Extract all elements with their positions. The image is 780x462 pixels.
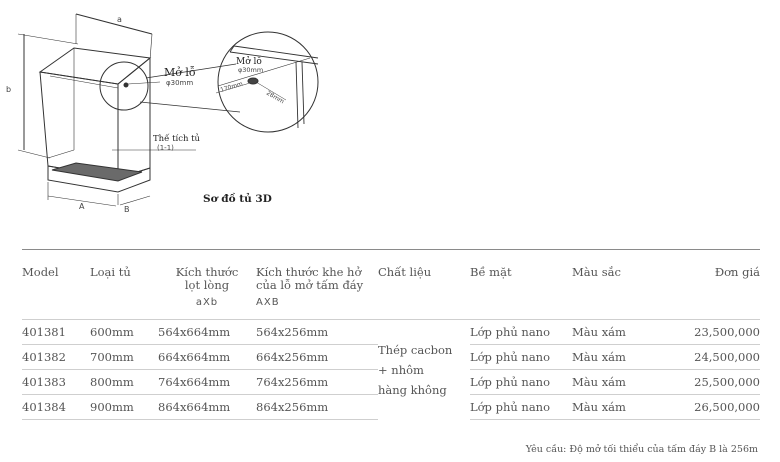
cell-color: Màu xám <box>572 320 658 345</box>
hole-label: Mở lỗ <box>164 66 196 79</box>
cell-type: 800mm <box>90 370 158 395</box>
cell-price: 26,500,000 <box>658 395 760 420</box>
cell-slot: 864x256mm <box>256 395 378 420</box>
dim-b-label: b <box>6 85 12 94</box>
diagram-caption: Sơ đồ tủ 3D <box>203 193 272 205</box>
cell-slot: 764x256mm <box>256 370 378 395</box>
table-row <box>22 320 760 345</box>
zoom-dim-2: 28mm <box>265 89 286 106</box>
header-price: Đơn giá <box>714 265 760 279</box>
cell-price: 23,500,000 <box>658 320 760 345</box>
header-type: Loại tủ <box>90 265 131 279</box>
table-header-row <box>22 250 760 320</box>
cell-size: 864x664mm <box>158 395 256 420</box>
zoom-dim-1: 170mm <box>219 80 244 94</box>
cell-type: 600mm <box>90 320 158 345</box>
cell-price: 25,500,000 <box>658 370 760 395</box>
spec-table <box>22 249 760 420</box>
dim-a-label: a <box>117 15 122 24</box>
header-slot-size-sub: AXB <box>256 297 280 309</box>
cell-surface: Lớp phủ nano <box>470 345 572 370</box>
cabinet-top <box>40 48 150 84</box>
cabinet-front <box>40 72 118 178</box>
dim-A-label: A <box>79 202 85 211</box>
header-color: Màu sắc <box>572 265 621 279</box>
dim-B-label: B <box>124 205 130 214</box>
header-material: Chất liệu <box>378 265 432 279</box>
cell-type: 900mm <box>90 395 158 420</box>
dim-a-line <box>76 14 152 34</box>
volume-label: Thế tích tủ <box>153 134 201 144</box>
cell-color: Màu xám <box>572 345 658 370</box>
hole-diameter: φ30mm <box>166 79 194 87</box>
cell-color: Màu xám <box>572 395 658 420</box>
cell-model: 401382 <box>22 345 90 370</box>
zoom-hole-diameter: φ30mm <box>238 66 264 74</box>
zoom-hole-label: Mở lỗ <box>236 57 262 67</box>
cell-price: 24,500,000 <box>658 345 760 370</box>
cell-model: 401383 <box>22 370 90 395</box>
cell-size: 664x664mm <box>158 345 256 370</box>
cell-type: 700mm <box>90 345 158 370</box>
header-slot-size: Kích thước khe hở của lỗ mở tấm đáy AXB <box>256 250 378 320</box>
footnote: Yêu cầu: Độ mở tối thiểu của tấm đáy B là 256m <box>525 444 758 455</box>
cell-surface: Lớp phủ nano <box>470 370 572 395</box>
cell-surface: Lớp phủ nano <box>470 320 572 345</box>
cell-slot: 664x256mm <box>256 345 378 370</box>
cabinet-side <box>118 58 150 178</box>
header-model: Model <box>22 265 59 279</box>
cell-slot: 564x256mm <box>256 320 378 345</box>
cell-surface: Lớp phủ nano <box>470 395 572 420</box>
cabinet-3d-diagram <box>0 0 330 230</box>
cell-size: 764x664mm <box>158 370 256 395</box>
header-inner-size: Kích thước lọt lòng aXb <box>158 250 256 320</box>
volume-sub: (1-1) <box>157 144 174 152</box>
header-inner-size-sub: aXb <box>195 297 219 309</box>
cell-model: 401384 <box>22 395 90 420</box>
cell-material: Thép cacbon + nhôm hàng không <box>378 320 470 420</box>
cell-model: 401381 <box>22 320 90 345</box>
cell-size: 564x664mm <box>158 320 256 345</box>
cell-color: Màu xám <box>572 370 658 395</box>
header-surface: Bề mặt <box>470 265 512 279</box>
